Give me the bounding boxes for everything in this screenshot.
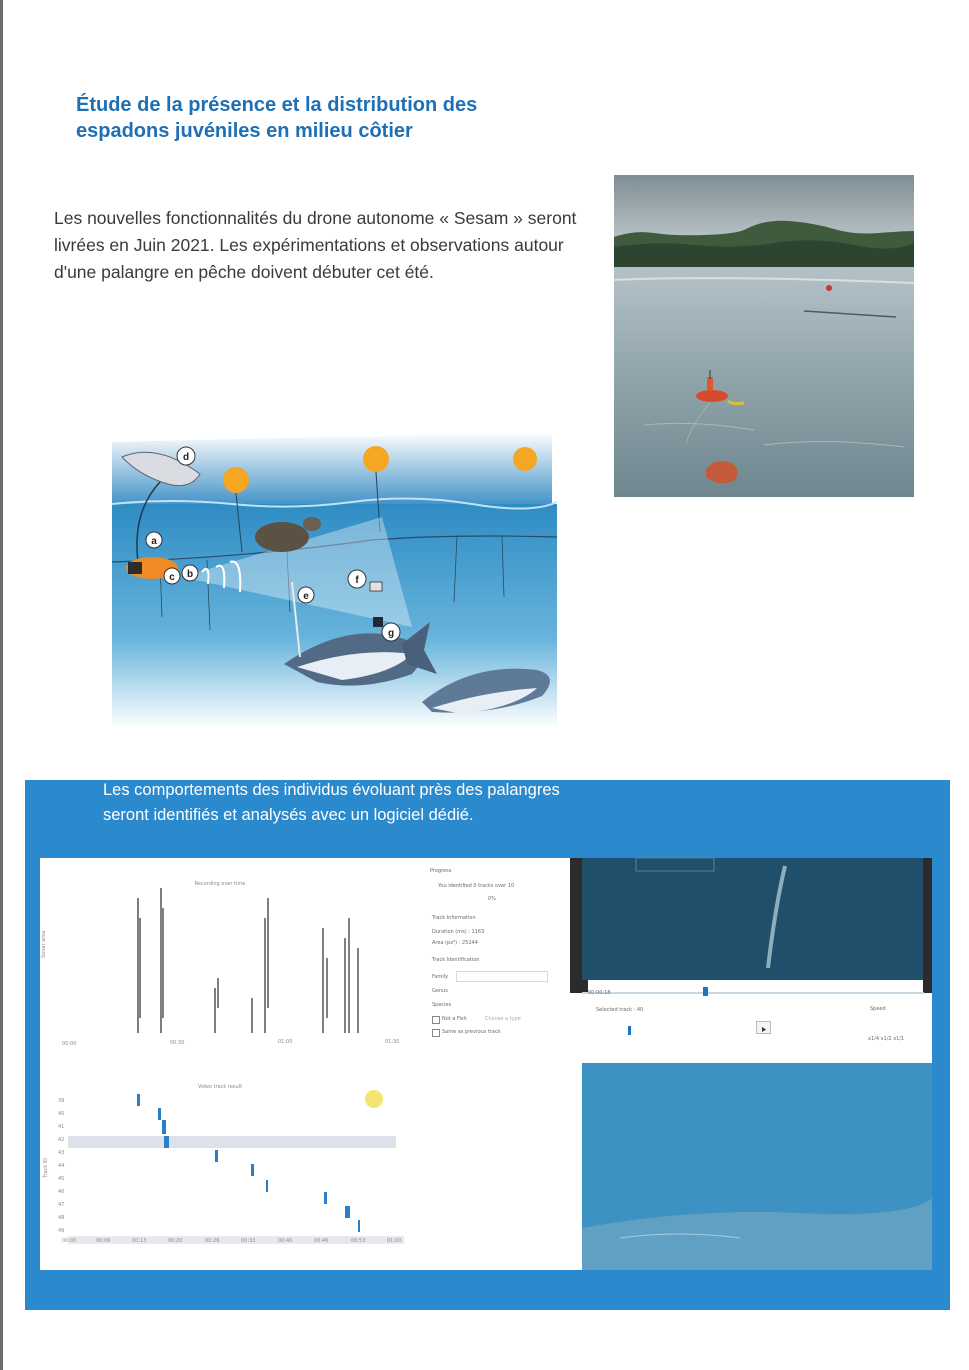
chart-tick-0: 00:00 — [62, 1041, 77, 1047]
play-icon — [757, 1024, 770, 1035]
svg-text:a: a — [151, 536, 157, 547]
panel-caption: Les comportements des individus évoluant près des palangres seront identifiés et analysés avec un logiciel dédié. — [103, 781, 560, 824]
track-xtick-6: 00:40 — [278, 1238, 293, 1244]
play-button[interactable] — [756, 1021, 771, 1034]
video-slider-handle[interactable] — [703, 987, 708, 996]
track-id-0: 39 — [58, 1098, 65, 1104]
track-id-1: 40 — [58, 1111, 65, 1117]
diagram-marker-g — [382, 623, 400, 641]
diagram-marker-f — [348, 570, 366, 588]
track-id-6: 45 — [58, 1176, 65, 1182]
svg-text:f: f — [355, 575, 359, 586]
svg-text:e: e — [303, 591, 309, 602]
track-xtick-9: 01:00 — [387, 1238, 402, 1244]
family-label: Family — [432, 974, 449, 980]
track-id-7: 46 — [58, 1189, 65, 1195]
track-xtick-2: 00:13 — [132, 1238, 147, 1244]
track-row-highlight — [68, 1136, 396, 1148]
chart-tick-3: 01:30 — [385, 1039, 400, 1045]
video-time: 00:00:18 — [588, 990, 611, 996]
duration-value: Duration (ms) : 1163 — [432, 929, 485, 935]
track-id-2: 41 — [58, 1124, 65, 1130]
selected-track: Selected track : 40 — [596, 1007, 644, 1013]
family-select[interactable] — [456, 971, 548, 982]
diagram-marker-c — [164, 568, 180, 584]
chart-tick-2: 01:00 — [278, 1039, 293, 1045]
same-as-previous-checkbox[interactable] — [432, 1029, 440, 1037]
track-id-4: 43 — [58, 1150, 65, 1156]
track-xtick-8: 00:53 — [351, 1238, 366, 1244]
svg-text:c: c — [169, 572, 175, 583]
not-fish-label: Not a Fish — [442, 1016, 467, 1022]
not-fish-checkbox[interactable] — [432, 1016, 440, 1024]
svg-text:b: b — [186, 569, 194, 580]
diagram-marker-b — [182, 565, 198, 581]
area-value: Area (px²) : 25244 — [432, 940, 478, 946]
species-label: Species — [432, 1002, 452, 1008]
chart-title: Recording over time — [194, 881, 246, 887]
track-ident-label: Track Identification — [432, 957, 480, 963]
page-edge — [0, 0, 3, 1370]
lake-drone-photo — [614, 175, 914, 497]
chart-tick-1: 00:30 — [170, 1040, 185, 1046]
software-screenshot — [40, 858, 932, 1270]
progress-text: You identified 0 tracks over 10 — [438, 883, 515, 889]
longline-diagram — [112, 412, 562, 728]
track-id-10: 49 — [58, 1228, 65, 1234]
track-id-5: 44 — [58, 1163, 65, 1169]
chart-ylabel: Sonar area — [41, 930, 47, 958]
same-as-previous-label: Same as previous track — [442, 1029, 501, 1035]
track-id-3: 42 — [58, 1137, 65, 1143]
speed-label: Speed — [870, 1006, 886, 1012]
track-xtick-0: 00:00 — [62, 1238, 77, 1244]
diagram-marker-d — [177, 447, 195, 465]
svg-text:d: d — [182, 452, 190, 463]
diagram-marker-e — [298, 587, 314, 603]
diagram-marker-a — [146, 532, 162, 548]
track-xtick-3: 00:20 — [168, 1238, 183, 1244]
progress-percent: 0% — [488, 896, 496, 902]
page-title: Étude de la présence et la distribution des espadons juvéniles en milieu côtier — [76, 94, 478, 142]
track-ylabel: Track ID — [43, 1158, 49, 1178]
svg-text:g: g — [387, 628, 395, 639]
track-id-8: 47 — [58, 1202, 65, 1208]
intro-paragraph: Les nouvelles fonctionnalités du drone autonome « Sesam » seront livrées en Juin 2021. Les expérimentations et observations autour d'une palangre en pêche doivent débuter cet été. — [54, 208, 577, 282]
track-xtick-1: 00:06 — [96, 1238, 111, 1244]
track-title: Video track result — [197, 1084, 243, 1090]
track-xtick-4: 00:26 — [205, 1238, 220, 1244]
genus-label: Genus — [432, 988, 448, 994]
speed-options[interactable]: x1/4 x1/2 x1/1 — [868, 1036, 905, 1042]
track-xtick-7: 00:46 — [314, 1238, 329, 1244]
track-xtick-5: 00:33 — [241, 1238, 256, 1244]
software-panel — [25, 780, 950, 1310]
progress-label: Progress — [430, 868, 452, 874]
track-id-9: 48 — [58, 1215, 65, 1221]
choose-type-label: Choose a type — [485, 1016, 521, 1022]
track-info-label: Track Information — [432, 915, 476, 921]
